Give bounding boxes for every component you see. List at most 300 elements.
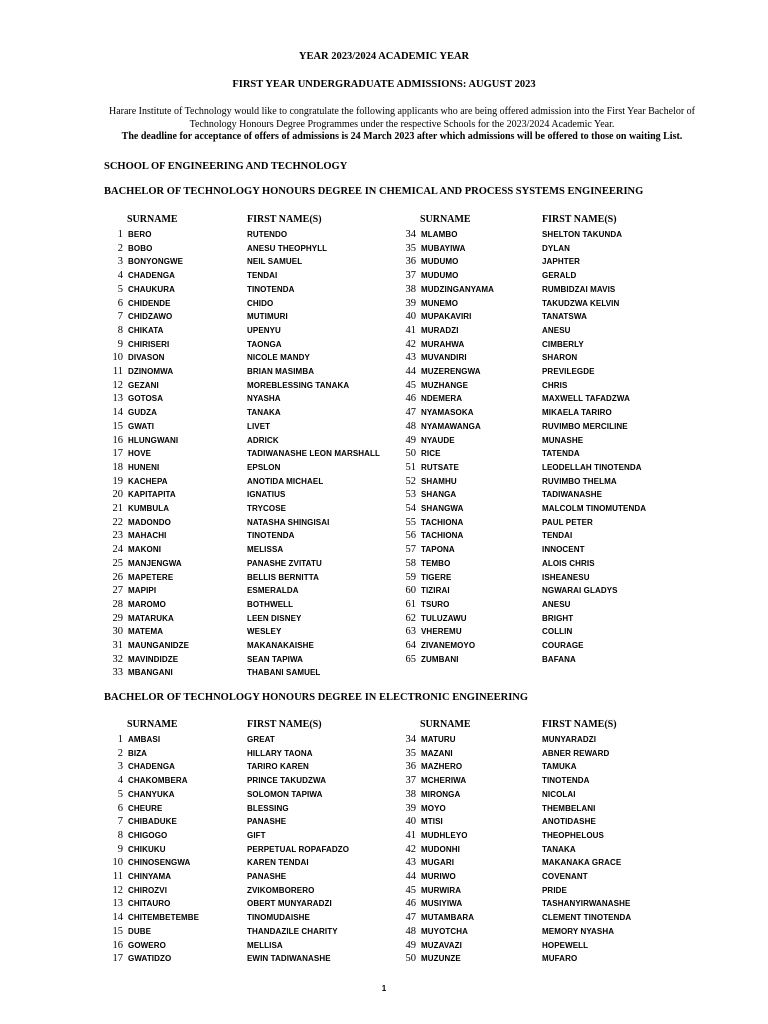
first-names-cell: ISHEANESU <box>542 572 590 582</box>
row-number: 20 <box>112 489 123 501</box>
row-number: 38 <box>405 283 416 295</box>
surname-cell: NYAMAWANGA <box>421 421 481 431</box>
row-number: 21 <box>112 503 123 514</box>
first-names-cell: MIKAELA TARIRO <box>542 408 612 418</box>
first-names-cell: MUNASHE <box>542 435 584 445</box>
first-names-cell: TAMUKA <box>542 762 577 772</box>
surname-cell: GWATI <box>128 421 155 431</box>
surname-cell: MBANGANI <box>128 668 173 678</box>
row-number: 8 <box>117 829 123 841</box>
surname-cell: GOTOSA <box>128 394 164 404</box>
row-number: 45 <box>405 884 416 896</box>
first-names-cell: ESMERALDA <box>247 586 299 596</box>
surname-cell: MURAHWA <box>421 339 465 349</box>
row-number: 19 <box>112 475 123 487</box>
surname-cell: SHANGWA <box>421 504 464 513</box>
first-names-cell: ABNER REWARD <box>542 748 610 758</box>
list-item <box>0 392 768 406</box>
first-names-cell: THABANI SAMUEL <box>247 668 321 678</box>
list-item <box>0 639 768 653</box>
row-number: 38 <box>405 788 416 800</box>
surname-cell: CHIROZVI <box>128 885 168 895</box>
row-number: 57 <box>405 544 416 556</box>
row-number: 59 <box>405 571 416 583</box>
surname-cell: MAPIPI <box>128 586 157 596</box>
row-number: 54 <box>405 503 416 514</box>
row-number: 34 <box>405 229 416 240</box>
first-names-cell: NICOLAI <box>542 789 576 799</box>
first-names-cell: TANAKA <box>542 844 576 854</box>
list-item <box>0 255 768 269</box>
list-item <box>0 733 768 747</box>
surname-cell: MUZAVAZI <box>421 940 462 950</box>
row-number: 27 <box>112 585 123 597</box>
first-names-cell: MAKANAKAISHE <box>247 641 314 650</box>
first-names-cell: IGNATIUS <box>247 490 286 500</box>
surname-cell: MAVINDIDZE <box>128 654 179 664</box>
surname-cell: CHITAURO <box>128 899 171 909</box>
surname-cell: MUNEMO <box>421 298 459 308</box>
surname-cell: MUVANDIRI <box>421 353 467 363</box>
list-item <box>0 870 768 884</box>
row-number: 52 <box>405 475 416 487</box>
surname-cell: VHEREMU <box>421 627 462 637</box>
list-item <box>0 475 768 489</box>
surname-cell: DIVASON <box>128 353 165 363</box>
page-number: 1 <box>381 984 387 993</box>
row-number: 36 <box>405 256 416 268</box>
row-number: 10 <box>112 352 123 364</box>
list-item <box>0 488 768 502</box>
row-number: 15 <box>112 420 123 432</box>
first-names-cell: GIFT <box>247 830 266 840</box>
first-names-cell: ADRICK <box>247 435 279 445</box>
intro-text: Harare Institute of Technology would like to congratulate the following applicants who are being offered admission into the First Year Bachelor of Technology Honours Degree Programmes under the respective Schools for the 2023/2024 Academic Year. <box>108 106 695 130</box>
row-number: 31 <box>112 640 123 651</box>
list-item <box>0 461 768 475</box>
intro-paragraph <box>96 106 708 144</box>
row-number: 6 <box>117 802 123 814</box>
row-number: 14 <box>112 407 123 419</box>
list-item <box>0 297 768 311</box>
first-names-cell: PAUL PETER <box>542 517 593 527</box>
first-names-cell: CIMBERLY <box>542 339 584 349</box>
first-names-cell: CLEMENT TINOTENDA <box>542 913 632 923</box>
row-number: 56 <box>405 530 416 542</box>
list-item <box>0 897 768 911</box>
first-names-cell: PERPETUAL ROPAFADZO <box>247 844 350 854</box>
row-number: 5 <box>117 788 123 800</box>
first-names-column-header: FIRST NAME(S) <box>542 214 617 225</box>
row-number: 49 <box>405 939 416 951</box>
surname-cell: CHIDZAWO <box>128 312 173 322</box>
row-number: 50 <box>405 448 416 460</box>
surname-cell: GWATIDZO <box>128 954 172 964</box>
first-names-cell: HOPEWELL <box>542 940 589 950</box>
surname-cell: TIZIRAI <box>421 586 450 596</box>
first-names-cell: MAKANAKA GRACE <box>542 858 622 868</box>
first-names-cell: COLLIN <box>542 627 573 637</box>
row-number: 44 <box>405 871 416 882</box>
list-item <box>0 447 768 461</box>
surname-cell: CHAUKURA <box>128 284 176 294</box>
first-names-cell: MELLISA <box>247 940 283 950</box>
row-number: 4 <box>117 775 123 787</box>
list-item <box>0 666 768 680</box>
row-number: 24 <box>112 544 123 556</box>
surname-cell: MATURU <box>421 735 456 744</box>
surname-cell: MAZANI <box>421 748 453 758</box>
row-number: 36 <box>405 761 416 773</box>
first-names-cell: BLESSING <box>247 803 289 813</box>
surname-cell: MIRONGA <box>421 789 461 799</box>
first-names-cell: MALCOLM TINOMUTENDA <box>542 504 647 513</box>
first-names-cell: RUVIMBO THELMA <box>542 476 617 486</box>
first-names-cell: MAXWELL TAFADZWA <box>542 394 630 404</box>
list-item <box>0 774 768 788</box>
list-item <box>0 434 768 448</box>
first-names-cell: NYASHA <box>247 394 281 404</box>
first-names-cell: HILLARY TAONA <box>247 748 313 758</box>
row-number: 32 <box>112 653 123 665</box>
list-item <box>0 843 768 857</box>
deadline-notice: The deadline for acceptance of offers of admissions is 24 March 2023 after which admissions will be offered to those on waiting List. <box>121 131 683 142</box>
first-names-cell: LIVET <box>247 421 271 431</box>
surname-cell: AMBASI <box>128 735 161 744</box>
row-number: 3 <box>117 256 123 268</box>
first-names-cell: MOREBLESSING TANAKA <box>247 380 350 390</box>
list-item <box>0 653 768 667</box>
first-names-cell: TADIWANASHE LEON MARSHALL <box>247 449 381 459</box>
surname-column-header: SURNAME <box>420 719 471 730</box>
surname-cell: CHIDENDE <box>128 298 171 308</box>
row-number: 55 <box>405 516 416 528</box>
first-names-cell: ZVIKOMBORERO <box>247 885 315 895</box>
row-number: 35 <box>405 747 416 759</box>
row-number: 22 <box>112 516 123 528</box>
first-names-cell: TINOTENDA <box>247 284 295 294</box>
row-number: 25 <box>112 557 123 569</box>
surname-cell: CHADENGA <box>128 762 176 772</box>
surname-cell: DUBE <box>128 926 152 936</box>
row-number: 17 <box>112 448 123 460</box>
row-number: 43 <box>405 857 416 869</box>
first-names-cell: JAPHTER <box>542 257 581 267</box>
surname-cell: MATEMA <box>128 627 164 637</box>
surname-cell: MAZHERO <box>421 762 463 772</box>
row-number: 26 <box>112 571 123 583</box>
row-number: 7 <box>117 311 123 323</box>
row-number: 23 <box>112 530 123 542</box>
surname-cell: CHIBADUKE <box>128 817 177 827</box>
first-names-cell: TENDAI <box>247 271 278 281</box>
row-number: 46 <box>405 393 416 405</box>
row-number: 9 <box>117 843 123 855</box>
programme-title: BACHELOR OF TECHNOLOGY HONOURS DEGREE IN CHEMICAL AND PROCESS SYSTEMS ENGINEERING <box>104 186 644 197</box>
first-names-cell: KAREN TENDAI <box>247 858 309 868</box>
first-names-cell: COVENANT <box>542 872 588 881</box>
first-names-cell: TINOTENDA <box>247 531 295 541</box>
row-number: 51 <box>405 461 416 473</box>
surname-cell: MAROMO <box>128 599 166 609</box>
list-item <box>0 788 768 802</box>
list-item <box>0 747 768 761</box>
first-names-cell: ANESU THEOPHYLL <box>247 243 328 253</box>
first-names-cell: TANAKA <box>247 408 281 418</box>
surname-cell: MTISI <box>421 817 443 827</box>
row-number: 39 <box>405 802 416 814</box>
surname-cell: BONYONGWE <box>128 257 184 267</box>
first-names-cell: TINOTENDA <box>542 776 590 786</box>
surname-cell: CHIKATA <box>128 325 164 335</box>
first-names-cell: THEOPHELOUS <box>542 830 604 840</box>
first-names-cell: LEEN DISNEY <box>247 613 302 623</box>
list-item <box>0 925 768 939</box>
surname-cell: TIGERE <box>421 572 452 582</box>
row-number: 11 <box>112 366 123 377</box>
first-names-cell: TRYCOSE <box>247 504 287 513</box>
row-number: 33 <box>112 667 123 679</box>
surname-cell: ZUMBANI <box>421 654 459 664</box>
row-number: 48 <box>405 925 416 937</box>
row-number: 43 <box>405 352 416 364</box>
row-number: 1 <box>117 229 123 240</box>
list-item <box>0 228 768 242</box>
first-names-cell: ANESU <box>542 325 571 335</box>
list-item <box>0 324 768 338</box>
first-names-cell: THANDAZILE CHARITY <box>247 926 338 936</box>
surname-cell: TEMBO <box>421 558 451 568</box>
surname-cell: MUDUMO <box>421 257 459 267</box>
row-number: 63 <box>405 626 416 638</box>
first-names-cell: NICOLE MANDY <box>247 353 310 363</box>
row-number: 10 <box>112 857 123 869</box>
row-number: 41 <box>405 324 416 336</box>
surname-cell: GOWERO <box>128 940 166 950</box>
first-names-cell: DYLAN <box>542 243 571 253</box>
surname-cell: SHANGA <box>421 490 457 500</box>
list-item <box>0 815 768 829</box>
row-number: 13 <box>112 898 123 910</box>
surname-cell: BIZA <box>128 748 148 758</box>
surname-cell: MURADZI <box>421 325 459 335</box>
first-names-cell: SOLOMON TAPIWA <box>247 789 323 799</box>
surname-cell: SHAMHU <box>421 476 457 486</box>
row-number: 12 <box>112 884 123 896</box>
row-number: 37 <box>405 775 416 787</box>
first-names-cell: BOTHWELL <box>247 599 294 609</box>
surname-cell: NYAUDE <box>421 435 455 445</box>
row-number: 37 <box>405 270 416 282</box>
row-number: 47 <box>405 912 416 924</box>
admissions-heading: FIRST YEAR UNDERGRADUATE ADMISSIONS: AUGUST 2023 <box>232 79 536 90</box>
surname-cell: TAPONA <box>421 545 455 555</box>
first-names-cell: EWIN TADIWANASHE <box>247 954 331 964</box>
first-names-cell: GREAT <box>247 735 275 744</box>
row-number: 13 <box>112 393 123 405</box>
first-names-cell: WESLEY <box>247 627 282 637</box>
list-item <box>0 338 768 352</box>
first-names-cell: ANESU <box>542 599 571 609</box>
list-item <box>0 802 768 816</box>
surname-cell: TSURO <box>421 599 450 609</box>
row-number: 12 <box>112 379 123 391</box>
list-item <box>0 365 768 379</box>
surname-cell: MUBAYIWA <box>421 243 466 253</box>
row-number: 34 <box>405 734 416 745</box>
row-number: 48 <box>405 420 416 432</box>
surname-cell: MAHACHI <box>128 531 167 541</box>
first-names-cell: RUMBIDZAI MAVIS <box>542 284 616 294</box>
surname-cell: CHANYUKA <box>128 789 175 799</box>
row-number: 3 <box>117 761 123 773</box>
first-names-cell: SHELTON TAKUNDA <box>542 230 623 239</box>
row-number: 2 <box>117 747 123 759</box>
row-number: 50 <box>405 953 416 965</box>
row-number: 62 <box>405 612 416 624</box>
row-number: 60 <box>405 585 416 597</box>
surname-cell: TACHIONA <box>421 531 464 541</box>
row-number: 7 <box>117 816 123 828</box>
surname-cell: GUDZA <box>128 408 157 418</box>
row-number: 4 <box>117 270 123 282</box>
first-names-cell: TASHANYIRWANASHE <box>542 899 631 909</box>
list-item <box>0 598 768 612</box>
surname-cell: MUDUMO <box>421 271 459 281</box>
first-names-cell: PANASHE <box>247 872 287 881</box>
surname-cell: RUTSATE <box>421 462 459 472</box>
row-number: 64 <box>405 640 416 651</box>
academic-year-heading: YEAR 2023/2024 ACADEMIC YEAR <box>298 51 470 62</box>
surname-cell: TULUZAWU <box>421 613 467 623</box>
row-number: 8 <box>117 324 123 336</box>
surname-cell: CHINYAMA <box>128 872 172 881</box>
surname-column-header: SURNAME <box>127 214 178 225</box>
surname-cell: MAPETERE <box>128 572 174 582</box>
surname-cell: CHITEMBETEMBE <box>128 913 200 923</box>
list-item <box>0 557 768 571</box>
surname-cell: MAUNGANIDZE <box>128 641 190 650</box>
list-item <box>0 571 768 585</box>
row-number: 11 <box>112 871 123 882</box>
list-item <box>0 516 768 530</box>
surname-cell: HLUNGWANI <box>128 435 179 445</box>
first-names-cell: NATASHA SHINGISAI <box>247 517 330 527</box>
row-number: 14 <box>112 912 123 924</box>
surname-cell: NDEMERA <box>421 394 463 404</box>
row-number: 58 <box>405 557 416 569</box>
list-item <box>0 351 768 365</box>
list-item <box>0 529 768 543</box>
row-number: 40 <box>405 816 416 828</box>
surname-cell: MUTAMBARA <box>421 913 475 923</box>
first-names-cell: MEMORY NYASHA <box>542 926 615 936</box>
first-names-cell: MUFARO <box>542 954 578 964</box>
row-number: 5 <box>117 283 123 295</box>
surname-cell: MADONDO <box>128 517 171 527</box>
row-number: 49 <box>405 434 416 446</box>
row-number: 17 <box>112 953 123 965</box>
first-names-cell: MUTIMURI <box>247 312 288 322</box>
list-item <box>0 502 768 516</box>
first-names-cell: BELLIS BERNITTA <box>247 572 320 582</box>
list-item <box>0 406 768 420</box>
surname-cell: MLAMBO <box>421 230 458 239</box>
surname-cell: MUZUNZE <box>421 954 461 964</box>
surname-cell: MUGARI <box>421 858 455 868</box>
row-number: 61 <box>405 598 416 610</box>
surname-cell: BERO <box>128 230 152 239</box>
row-number: 39 <box>405 297 416 309</box>
first-names-cell: TANATSWA <box>542 312 587 322</box>
first-names-column-header: FIRST NAME(S) <box>247 214 322 225</box>
surname-cell: HUNENI <box>128 462 160 472</box>
list-item <box>0 612 768 626</box>
surname-cell: BOBO <box>128 243 153 253</box>
row-number: 42 <box>405 843 416 855</box>
surname-column-header: SURNAME <box>420 214 471 225</box>
row-number: 29 <box>112 612 123 624</box>
surname-cell: RICE <box>421 449 441 459</box>
row-number: 1 <box>117 734 123 745</box>
first-names-cell: BRIAN MASIMBA <box>247 367 315 376</box>
surname-cell: MUDHLEYO <box>421 830 468 840</box>
surname-cell: MANJENGWA <box>128 558 182 568</box>
surname-cell: KACHEPA <box>128 476 168 486</box>
surname-column-header: SURNAME <box>127 719 178 730</box>
surname-cell: NYAMASOKA <box>421 408 474 418</box>
first-names-cell: RUVIMBO MERCILINE <box>542 421 628 431</box>
surname-cell: CHIRISERI <box>128 339 170 349</box>
surname-cell: GEZANI <box>128 380 159 390</box>
first-names-cell: CHIDO <box>247 298 274 308</box>
row-number: 65 <box>405 653 416 665</box>
row-number: 16 <box>112 434 123 446</box>
list-item <box>0 911 768 925</box>
first-names-cell: BAFANA <box>542 654 576 664</box>
first-names-cell: ANOTIDA MICHAEL <box>247 476 324 486</box>
first-names-cell: TAKUDZWA KELVIN <box>542 298 620 308</box>
first-names-cell: TENDAI <box>542 531 573 541</box>
first-names-cell: TAONGA <box>247 339 282 349</box>
list-item <box>0 269 768 283</box>
first-names-cell: PANASHE ZVITATU <box>247 558 322 568</box>
first-names-cell: ANOTIDASHE <box>542 817 596 827</box>
row-number: 40 <box>405 311 416 323</box>
first-names-cell: SHARON <box>542 353 578 363</box>
row-number: 18 <box>112 461 123 473</box>
surname-cell: MUDZINGANYAMA <box>421 284 495 294</box>
surname-cell: ZIVANEMOYO <box>421 641 476 650</box>
row-number: 44 <box>405 366 416 377</box>
row-number: 30 <box>112 626 123 638</box>
surname-cell: MUZHANGE <box>421 380 469 390</box>
row-number: 42 <box>405 338 416 350</box>
list-item <box>0 310 768 324</box>
first-names-cell: PANASHE <box>247 817 287 827</box>
first-names-cell: MUNYARADZI <box>542 735 597 744</box>
surname-cell: KUMBULA <box>128 504 170 513</box>
first-names-cell: EPSLON <box>247 462 281 472</box>
first-names-cell: INNOCENT <box>542 545 585 555</box>
row-number: 6 <box>117 297 123 309</box>
list-item <box>0 829 768 843</box>
surname-cell: MURWIRA <box>421 885 462 895</box>
surname-cell: CHINOSENGWA <box>128 858 191 868</box>
surname-cell: MUYOTCHA <box>421 926 469 936</box>
surname-cell: MUSIYIWA <box>421 899 463 909</box>
row-number: 2 <box>117 242 123 254</box>
